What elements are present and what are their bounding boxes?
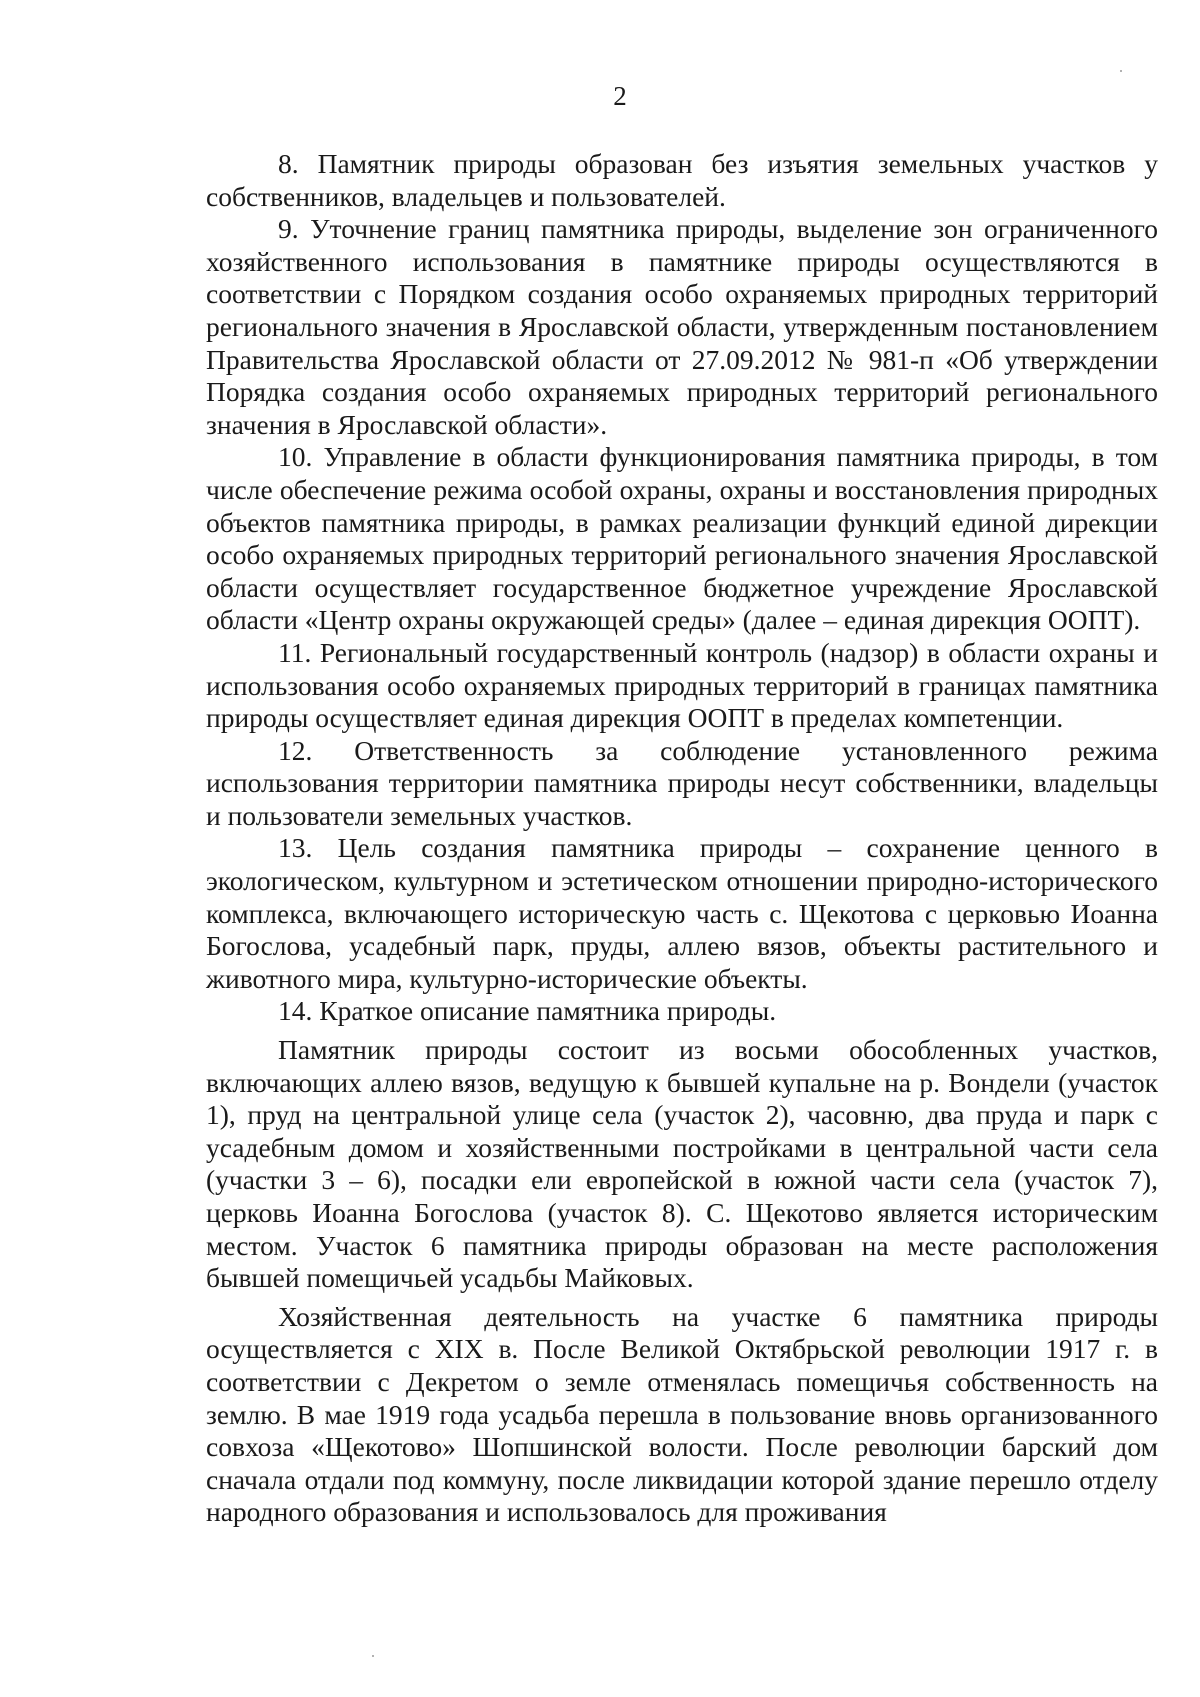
paragraph-14-heading: 14. Краткое описание памятника природы. bbox=[278, 995, 777, 1027]
scan-speck bbox=[372, 1655, 374, 1657]
paragraph-9: 9. Уточнение границ памятника природы, выделение зон ограниченного хозяйственного использования в памятнике природы осуществляются в соответствии с Порядком создания особо охраняемых природных территорий регионального значения в Ярославской области, утвержденным постановлением Правительства Ярославской области от 27.09.2012 № 981-п «Об утверждении Порядка создания особо охраняемых природных территорий регионального значения в Ярославской области». bbox=[206, 213, 1158, 440]
paragraph-13: 13. Цель создания памятника природы – сохранение ценного в экологическом, культурном и эстетическом отношении природно-исторического комплекса, включающего историческую часть с. Щекотова с церковью Иоанна Богослова, усадебный парк, пруды, аллею вязов, объекты растительного и животного мира, культурно-исторические объекты. bbox=[206, 832, 1158, 994]
scan-speck bbox=[1120, 70, 1122, 72]
paragraph-11: 11. Региональный государственный контроль (надзор) в области охраны и использования особо охраняемых природных территорий в границах памятника природы осуществляет единая дирекция ООПТ в пределах компетенции. bbox=[206, 636, 1158, 734]
paragraph-10: 10. Управление в области функционирования памятника природы, в том числе обеспечение режима особой охраны, охраны и восстановления природных объектов памятника природы, в рамках реализации функций единой дирекции особо охраняемых природных территорий регионального значения Ярославской области осуществляет государственное бюджетное учреждение Ярославской области «Центр охраны окружающей среды» (далее – единая дирекция ООПТ). bbox=[206, 441, 1158, 636]
paragraph-12: 12. Ответственность за соблюдение установленного режима использования территории памятника природы несут собственники, владельцы и пользователи земельных участков. bbox=[206, 734, 1158, 831]
page-number: 2 bbox=[613, 81, 627, 111]
paragraph-economic-activity: Хозяйственная деятельность на участке 6 памятника природы осуществляется с XIX в. После Великой Октябрьской революции 1917 г. в соответствии с Декретом о земле отменялась помещичья собственность на землю. В мае 1919 года усадьба перешла в пользование вновь организованного совхоза «Щекотово» Шопшинской волости. После революции барский дом сначала отдали под коммуну, после ликвидации которой здание перешло отделу народного образования и использовалось для проживания bbox=[206, 1300, 1158, 1528]
document-body bbox=[206, 148, 1158, 1529]
paragraph-8: 8. Памятник природы образован без изъятия земельных участков у собственников, владельцев и пользователей. bbox=[206, 148, 1158, 212]
paragraph-description: Памятник природы состоит из восьми обособленных участков, включающих аллею вязов, ведущую к бывшей купальне на р. Вондели (участок 1), пруд на центральной улице села (участок 2), часовню, два пруда и парк с усадебным домом и хозяйственными постройками в центральной части села (участки 3 – 6), посадки ели европейской в южной части села (участок 7), церковь Иоанна Богослова (участок 8). С. Щекотово является историческим местом. Участок 6 памятника природы образован на месте расположения бывшей помещичьей усадьбы Майковых. bbox=[206, 1034, 1158, 1294]
